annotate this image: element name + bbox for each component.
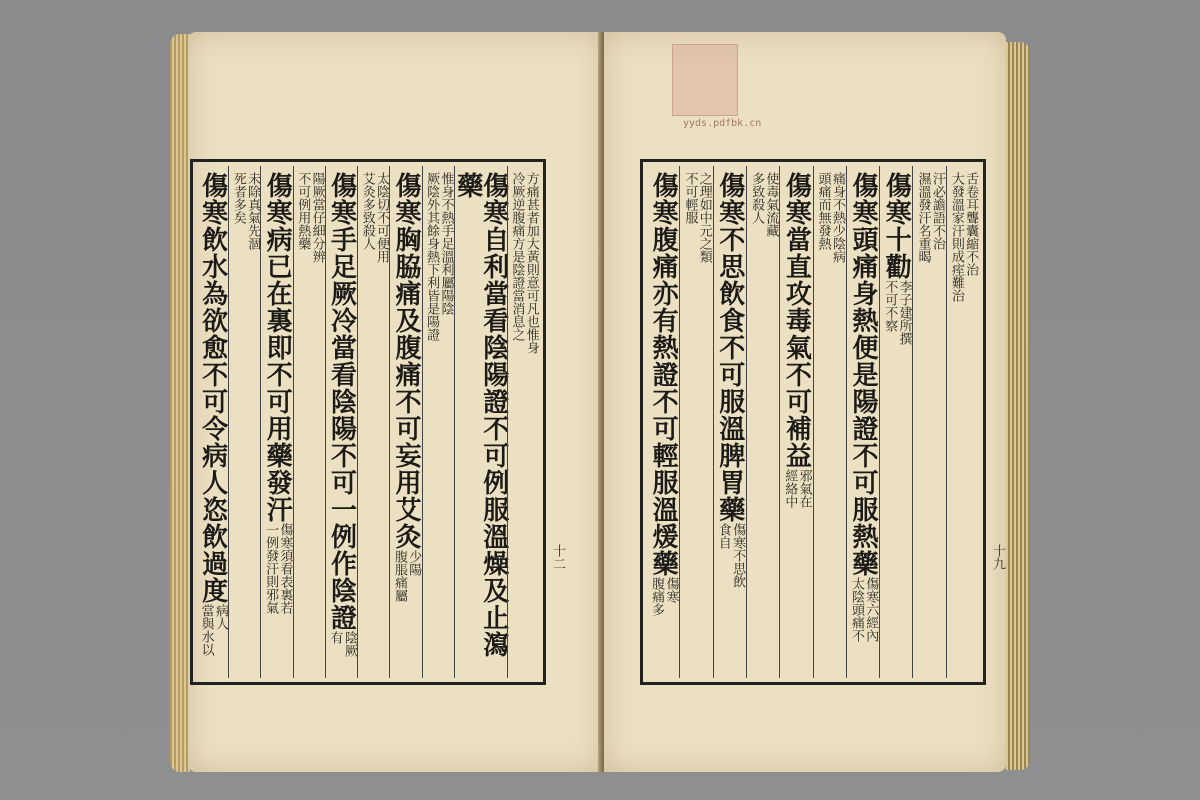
left-annotation bbox=[509, 172, 538, 354]
right-column bbox=[746, 166, 779, 678]
left-annotation-line: 方痛甚者加大黃則意可凡也惟身 bbox=[523, 172, 539, 354]
open-book bbox=[170, 24, 1030, 776]
left-annotation-line: 一例發汗則邪氣 bbox=[263, 523, 279, 614]
left-annotation-line: 當與水以 bbox=[198, 604, 214, 656]
right-annotation-line: 傷寒六經內 bbox=[863, 577, 879, 642]
left-column bbox=[228, 166, 260, 678]
left-annotation-line: 惟身不熱手足溫利屬陽陰 bbox=[438, 172, 454, 315]
left-annotation-line: 死者多矣 bbox=[230, 172, 246, 224]
left-annotation-line: 未除真氣先涸 bbox=[245, 172, 261, 250]
right-annotation-line: 頭痛而無發熱 bbox=[815, 172, 831, 250]
right-annotation bbox=[682, 172, 711, 263]
left-annotation bbox=[327, 631, 356, 657]
right-annotation-line: 經絡中 bbox=[782, 469, 798, 508]
left-column bbox=[422, 166, 454, 678]
right-column bbox=[813, 166, 846, 678]
right-annotation-line: 食自 bbox=[715, 523, 731, 549]
left-annotation-line: 陰厥 bbox=[341, 631, 357, 657]
right-column bbox=[912, 166, 945, 678]
right-annotation-line: 李子建所撰 bbox=[896, 280, 912, 345]
left-annotation bbox=[231, 172, 260, 250]
left-annotation-line: 陽厥當仔細分辨 bbox=[309, 172, 325, 263]
right-columns bbox=[647, 166, 979, 678]
seal-caption: yyds.pdfbk.cn bbox=[683, 118, 762, 129]
right-main-text: 傷寒十勸 bbox=[881, 172, 912, 280]
right-annotation bbox=[749, 172, 778, 237]
left-annotation-line: 艾灸多致殺人 bbox=[359, 172, 375, 250]
left-main-text: 傷寒飲水為欲愈不可令病人恣飲過度 bbox=[197, 172, 228, 604]
right-column bbox=[846, 166, 879, 678]
right-annotation-line: 汗必譫語不治 bbox=[929, 172, 945, 250]
right-main-text: 傷寒腹痛亦有熱證不可輕服溫煖藥 bbox=[648, 172, 679, 577]
right-annotation-line: 邪氣在 bbox=[796, 469, 812, 508]
right-annotation-line: 之理如中元之類 bbox=[696, 172, 712, 263]
right-main-text: 傷寒當直攻毒氣不可補益 bbox=[781, 172, 812, 469]
right-annotation-line: 濕溫發汗名重暍 bbox=[915, 172, 931, 263]
left-main-text: 傷寒自利當看陰陽證不可例服溫燥及止瀉藥 bbox=[452, 172, 509, 658]
right-annotation-line: 使毒氣流藏 bbox=[763, 172, 779, 237]
right-annotation-line: 舌卷耳聾囊縮不治 bbox=[963, 172, 979, 276]
left-annotation-line: 病人 bbox=[212, 604, 228, 630]
right-main-text: 傷寒不思飲食不可服溫脾胃藥 bbox=[714, 172, 745, 523]
left-column bbox=[293, 166, 325, 678]
right-annotation bbox=[882, 280, 911, 345]
right-text-frame bbox=[640, 159, 986, 685]
right-annotation bbox=[649, 577, 678, 616]
left-annotation bbox=[392, 550, 421, 602]
right-annotation-line: 痛身不熱少陰病 bbox=[829, 172, 845, 263]
right-annotation bbox=[815, 172, 844, 263]
right-annotation bbox=[782, 469, 811, 508]
right-annotation-line: 不可輕服 bbox=[682, 172, 698, 224]
left-column bbox=[325, 166, 357, 678]
right-column bbox=[679, 166, 712, 678]
left-annotation bbox=[424, 172, 453, 341]
left-annotation-line: 不可例用熱藥 bbox=[295, 172, 311, 250]
left-annotation-line: 太陰切不可便用 bbox=[374, 172, 390, 263]
right-annotation bbox=[849, 577, 878, 642]
left-annotation bbox=[359, 172, 388, 263]
left-annotation bbox=[263, 523, 292, 614]
right-page-number: 十九 bbox=[990, 544, 1005, 570]
right-annotation-line: 腹痛多 bbox=[649, 577, 665, 616]
left-page-number: 十二 bbox=[550, 544, 565, 570]
left-column bbox=[197, 166, 228, 678]
right-page-edges bbox=[1006, 42, 1030, 770]
left-column bbox=[507, 166, 539, 678]
right-annotation-line: 不可不察 bbox=[882, 280, 898, 332]
right-column bbox=[779, 166, 812, 678]
left-annotation-line: 冷厥逆腹痛方是陰證當消息之 bbox=[509, 172, 525, 341]
right-annotation bbox=[949, 172, 978, 302]
left-columns bbox=[197, 166, 539, 678]
left-column bbox=[357, 166, 389, 678]
right-column bbox=[946, 166, 979, 678]
right-annotation-line: 大發溫家汗則成痓難治 bbox=[948, 172, 964, 302]
left-annotation-line: 腹脹痛屬 bbox=[391, 550, 407, 602]
right-annotation-line: 傷寒 bbox=[663, 577, 679, 603]
right-annotation bbox=[715, 523, 744, 588]
left-annotation bbox=[198, 604, 227, 656]
right-annotation-line: 傷寒不思飲 bbox=[730, 523, 746, 588]
left-annotation bbox=[295, 172, 324, 263]
right-annotation bbox=[915, 172, 944, 263]
left-column bbox=[260, 166, 292, 678]
right-column bbox=[713, 166, 746, 678]
left-column bbox=[454, 166, 507, 678]
right-column bbox=[647, 166, 679, 678]
left-page-edges bbox=[170, 34, 190, 772]
right-column bbox=[879, 166, 912, 678]
left-main-text: 傷寒病已在裏即不可用藥發汗 bbox=[262, 172, 293, 523]
left-annotation-line: 厥陰外其餘身熱下利皆是陽證 bbox=[424, 172, 440, 341]
library-seal-stamp bbox=[672, 44, 762, 129]
left-main-text: 傷寒手足厥冷當看陰陽不可一例作陰證 bbox=[326, 172, 357, 631]
left-main-text: 傷寒胸脇痛及腹痛不可妄用艾灸 bbox=[390, 172, 421, 550]
left-text-frame bbox=[190, 159, 546, 685]
right-main-text: 傷寒頭痛身熱便是陽證不可服熱藥 bbox=[847, 172, 878, 577]
left-annotation-line: 有 bbox=[327, 631, 343, 644]
right-annotation-line: 太陰頭痛不 bbox=[848, 577, 864, 642]
right-annotation-line: 多致殺人 bbox=[749, 172, 765, 224]
left-annotation-line: 少陽 bbox=[406, 550, 422, 576]
left-annotation-line: 傷寒須看表裏若 bbox=[277, 523, 293, 614]
left-column bbox=[389, 166, 421, 678]
